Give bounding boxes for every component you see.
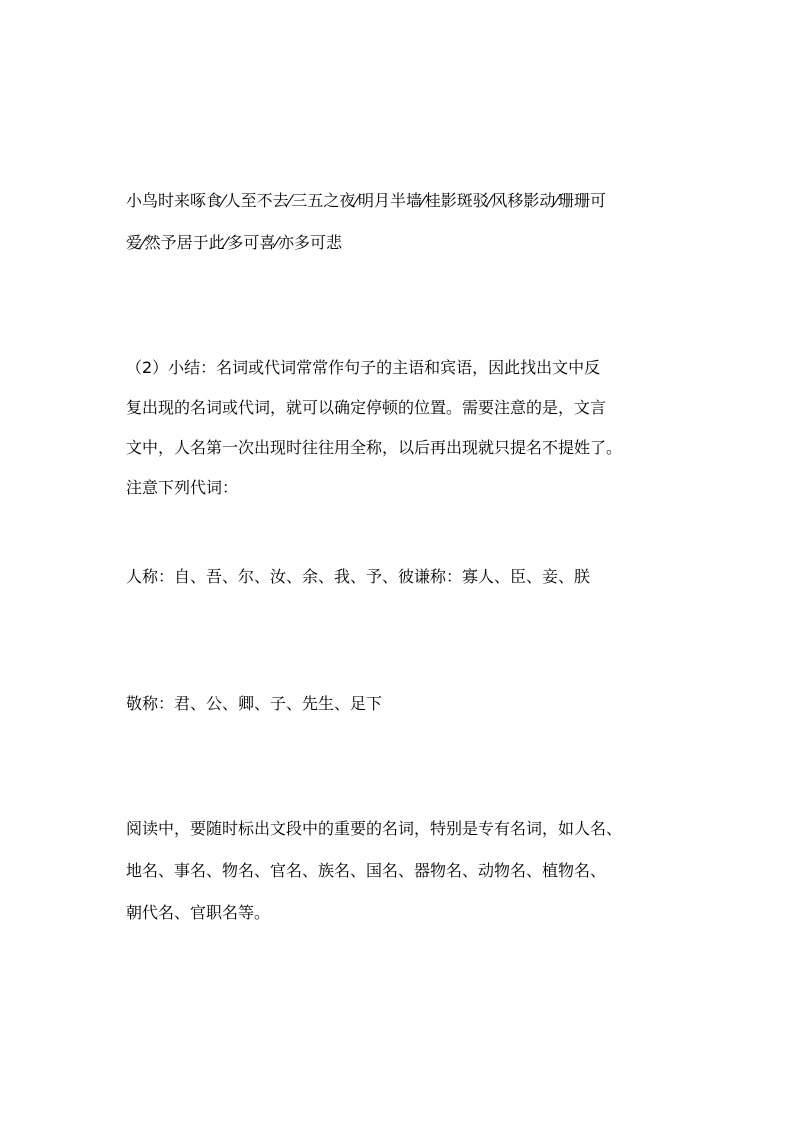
text-line: 敬称：君、公、卿、子、先生、足下 <box>126 694 383 713</box>
text-line: 爱⁄然予居于此⁄多可喜⁄亦多可悲 <box>126 233 343 252</box>
text-line: 小鸟时来啄食⁄人至不去⁄三五之夜⁄明月半墙⁄桂影斑驳⁄风移影动⁄珊珊可 <box>126 191 607 210</box>
text-line: 注意下列代词： <box>126 478 239 497</box>
text-line: （2）小结：名词或代词常常作句子的主语和宾语，因此找出文中反 <box>126 358 601 377</box>
paragraph-personal-pronouns <box>126 556 686 598</box>
text-line: 复出现的名词或代词，就可以确定停顿的位置。需要注意的是，文言 <box>126 398 607 417</box>
text-line: 文中，人名第一次出现时往往用全称，以后再出现就只提名不提姓了。 <box>126 438 623 457</box>
text-line: 阅读中，要随时标出文段中的重要的名词，特别是专有名词，如人名、 <box>126 819 623 838</box>
paragraph-summary <box>126 348 686 508</box>
paragraph-honorifics <box>126 683 686 725</box>
paragraph-reading-tips <box>126 808 686 934</box>
paragraph-passage <box>126 180 686 264</box>
text-line: 人称：自、吾、尔、汝、余、我、予、彼谦称：寡人、臣、妾、朕 <box>126 567 591 586</box>
text-line: 朝代名、官职名等。 <box>126 903 271 922</box>
text-line: 地名、事名、物名、官名、族名、国名、器物名、动物名、植物名、 <box>126 861 607 880</box>
